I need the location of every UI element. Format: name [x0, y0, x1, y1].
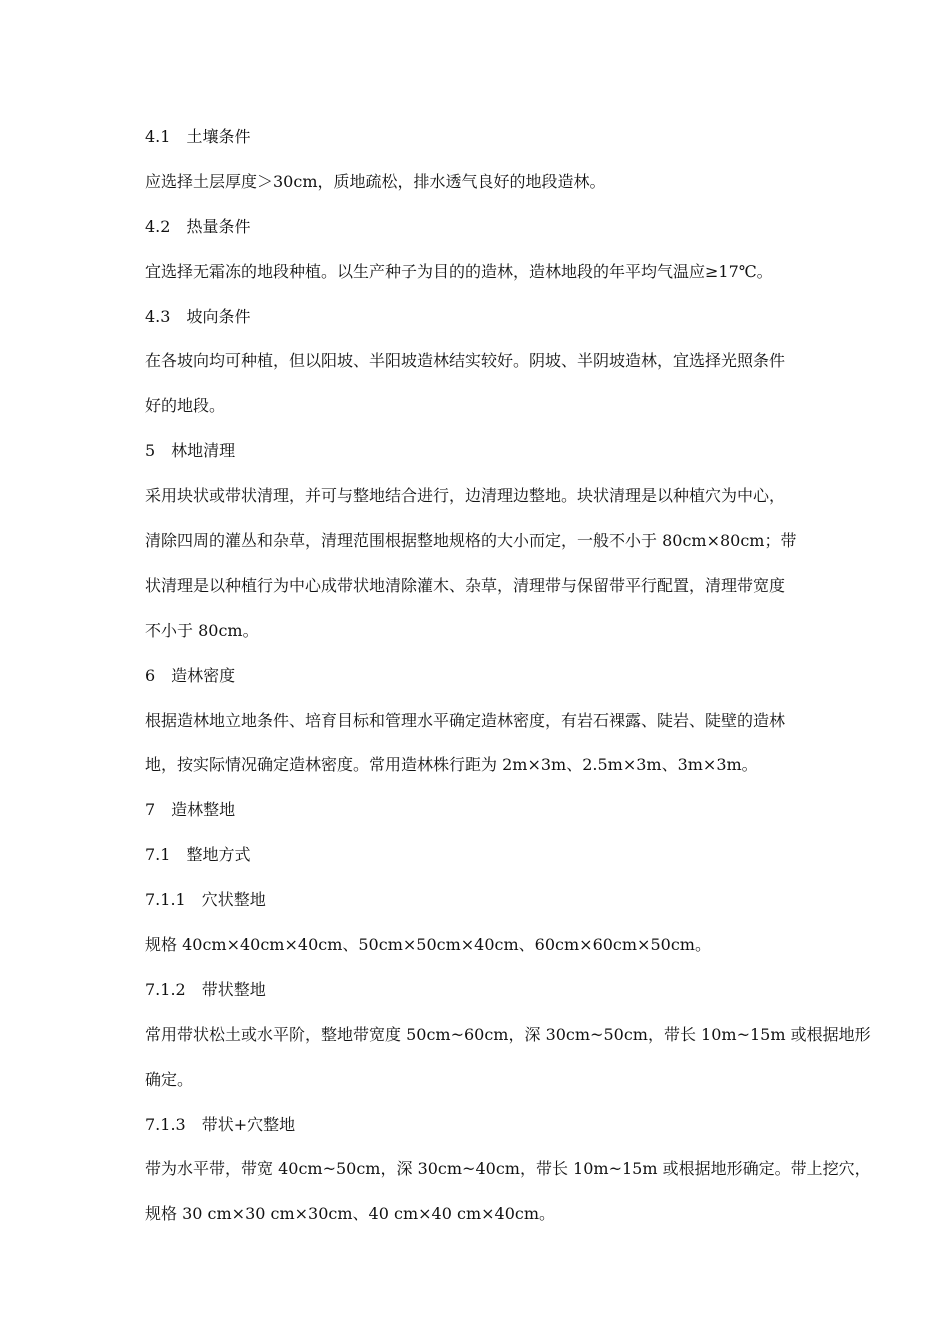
text-line: 7.1.3 带状+穴整地	[145, 1114, 296, 1134]
text-line: 带为水平带，带宽 40cm~50cm，深 30cm~40cm，带长 10m~15m 或根据地形确定。带上挖穴，	[145, 1159, 871, 1179]
text-line: 5 林地清理	[145, 441, 236, 461]
section-heading	[145, 115, 815, 160]
body-paragraph	[145, 923, 815, 968]
text-line: 规格 30 cm×30 cm×30cm、40 cm×40 cm×40cm。	[145, 1204, 556, 1224]
body-paragraph	[145, 474, 815, 654]
text-line: 地，按实际情况确定造林密度。常用造林株行距为 2m×3m、2.5m×3m、3m×3m。	[145, 755, 758, 775]
section-heading	[145, 833, 815, 878]
text-line: 状清理是以种植行为中心成带状地清除灌木、杂草，清理带与保留带平行配置，清理带宽度	[145, 575, 786, 595]
section-heading	[145, 429, 815, 474]
body-paragraph	[145, 250, 815, 295]
text-line: 应选择土层厚度＞30cm，质地疏松，排水透气良好的地段造林。	[145, 171, 606, 191]
body-paragraph	[145, 699, 815, 789]
text-line: 常用带状松土或水平阶，整地带宽度 50cm~60cm，深 30cm~50cm，带长 10m~15m 或根据地形	[145, 1024, 871, 1044]
section-heading	[145, 295, 815, 340]
section-heading	[145, 968, 815, 1013]
text-line: 清除四周的灌丛和杂草，清理范围根据整地规格的大小而定，一般不小于 80cm×80cm；带	[145, 531, 797, 551]
section-heading	[145, 878, 815, 923]
text-line: 7.1.1 穴状整地	[145, 890, 266, 910]
text-line: 7 造林整地	[145, 800, 236, 820]
text-line: 7.1.2 带状整地	[145, 979, 266, 999]
section-heading	[145, 654, 815, 699]
section-heading	[145, 788, 815, 833]
text-line: 6 造林密度	[145, 665, 236, 685]
text-line: 4.2 热量条件	[145, 216, 251, 236]
section-heading	[145, 205, 815, 250]
text-line: 4.3 坡向条件	[145, 306, 251, 326]
text-line: 根据造林地立地条件、培育目标和管理水平确定造林密度，有岩石裸露、陡岩、陡壁的造林	[145, 710, 786, 730]
text-line: 好的地段。	[145, 396, 226, 416]
text-line: 4.1 土壤条件	[145, 127, 251, 146]
body-paragraph	[145, 1013, 871, 1103]
document-page	[145, 115, 871, 1237]
text-line: 不小于 80cm。	[145, 620, 259, 640]
text-line: 采用块状或带状清理，并可与整地结合进行，边清理边整地。块状清理是以种植穴为中心，	[145, 486, 786, 506]
section-heading	[145, 1103, 815, 1148]
text-line: 宜选择无霜冻的地段种植。以生产种子为目的的造林，造林地段的年平均气温应≥17℃。	[145, 261, 773, 281]
text-line: 7.1 整地方式	[145, 845, 251, 865]
text-line: 规格 40cm×40cm×40cm、50cm×50cm×40cm、60cm×60cm×50cm。	[145, 935, 711, 955]
body-paragraph	[145, 160, 815, 205]
body-paragraph	[145, 339, 815, 429]
text-line: 在各坡向均可种植，但以阳坡、半阳坡造林结实较好。阴坡、半阴坡造林，宜选择光照条件	[145, 351, 786, 371]
text-line: 确定。	[145, 1069, 194, 1089]
body-paragraph	[145, 1147, 871, 1237]
